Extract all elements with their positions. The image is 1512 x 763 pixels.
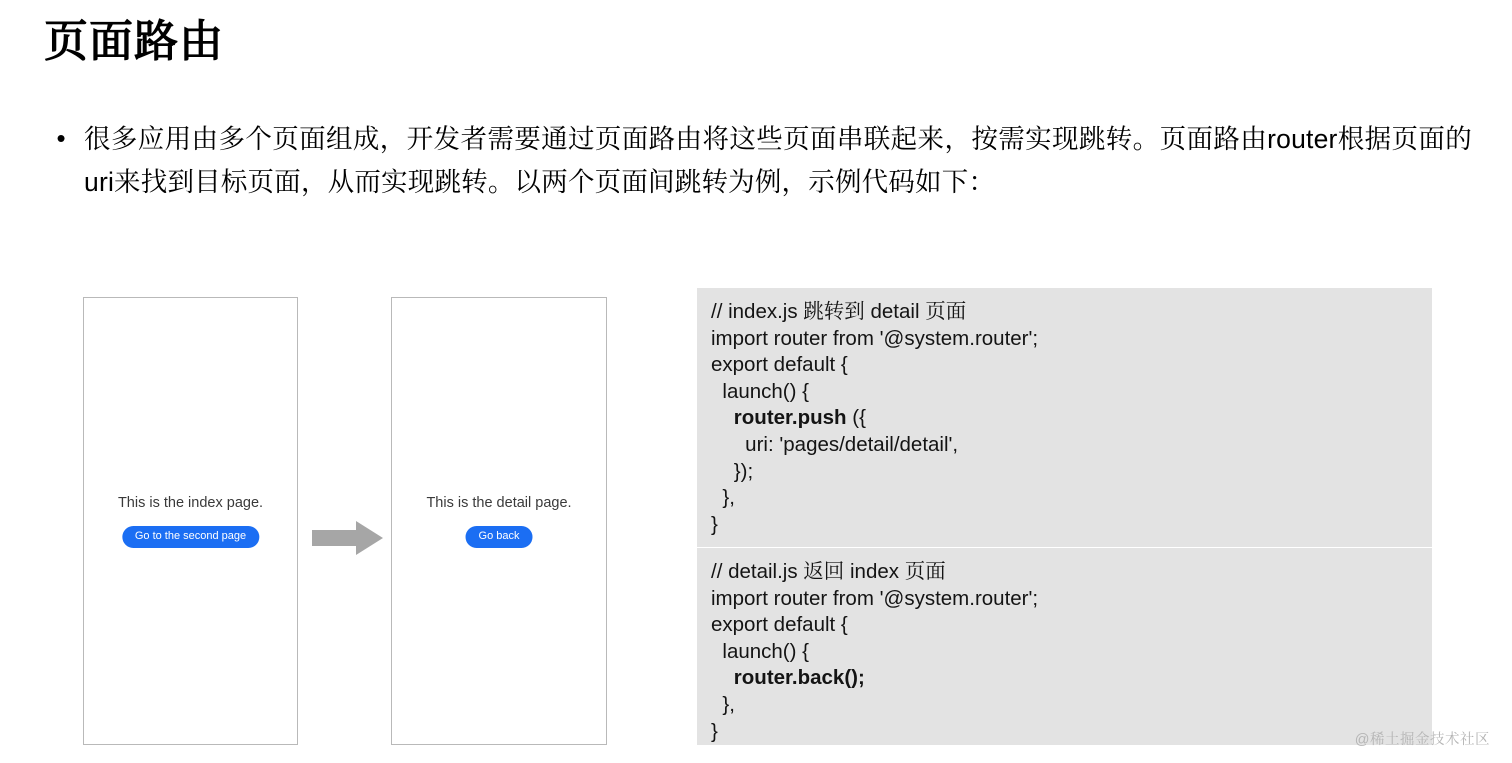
code-line: // index.js 跳转到 detail 页面 bbox=[711, 300, 967, 323]
code-line: } bbox=[711, 719, 718, 743]
arrow-right-icon bbox=[312, 521, 384, 555]
code-block-index-js bbox=[697, 288, 1432, 547]
page-title: 页面路由 bbox=[44, 17, 224, 66]
code-line: }, bbox=[711, 486, 735, 510]
code-line: router.push ({ bbox=[733, 406, 866, 430]
index-page-mockup bbox=[83, 297, 298, 745]
code-line: }); bbox=[711, 459, 754, 483]
index-page-caption: This is the index page. bbox=[117, 495, 264, 511]
bullet-marker: • bbox=[56, 123, 66, 153]
detail-page-caption: This is the detail page. bbox=[426, 495, 572, 511]
code-line: // detail.js 返回 index 页面 bbox=[711, 560, 946, 583]
detail-page-mockup bbox=[391, 297, 607, 745]
code-line: import router from '@system.router'; bbox=[711, 326, 1039, 350]
bullet-paragraph bbox=[52, 118, 1472, 204]
code-line: router.back(); bbox=[733, 666, 865, 690]
code-line: launch() { bbox=[711, 379, 809, 403]
bullet-text: 很多应用由多个页面组成，开发者需要通过页面路由将这些页面串联起来，按需实现跳转。页面路由router根据页面的uri来找到目标页面，从而实现跳转。以两个页面间跳转为例，示例代码如下： bbox=[84, 124, 1472, 197]
code-line: import router from '@system.router'; bbox=[711, 586, 1039, 610]
code-line: uri: 'pages/detail/detail', bbox=[711, 432, 959, 456]
code-line: export default { bbox=[711, 613, 848, 637]
code-line: } bbox=[711, 512, 718, 536]
go-back-button[interactable]: Go back bbox=[466, 526, 533, 548]
code-line: }, bbox=[711, 692, 735, 716]
code-line: launch() { bbox=[711, 639, 809, 663]
code-line: export default { bbox=[711, 353, 848, 377]
code-block-detail-js bbox=[697, 548, 1432, 745]
watermark: @稀土掘金技术社区 bbox=[1354, 732, 1490, 748]
go-to-second-page-button[interactable]: Go to the second page bbox=[122, 526, 259, 548]
